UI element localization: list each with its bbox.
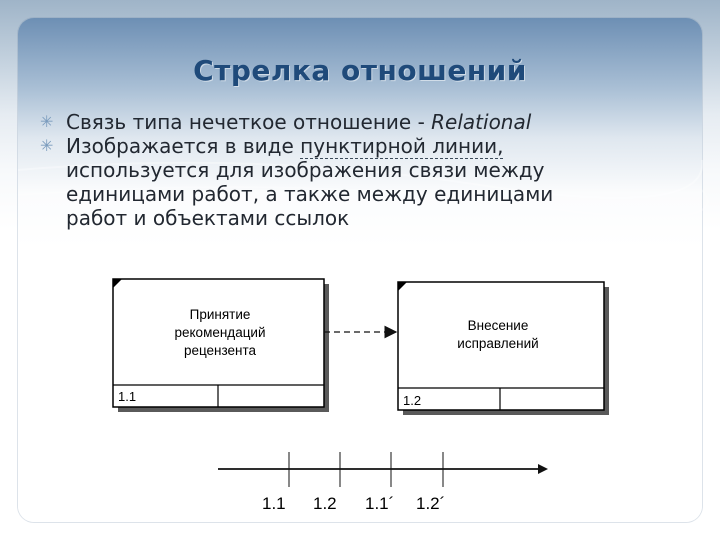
bullet-2-line3: единицами работ, а также между единицами xyxy=(66,182,554,206)
box-1-label-line-1: Принятие xyxy=(189,307,251,322)
box-1-number: 1.1 xyxy=(118,389,137,404)
box-2-number: 1.2 xyxy=(403,393,422,408)
timeline-label-2: 1.2 xyxy=(313,494,337,513)
box-1-label-line-3: рецензента xyxy=(183,343,257,358)
bullet-2-line2: используется для изображения связи между xyxy=(66,158,545,182)
bullet-1-text: Связь типа нечеткое отношение - xyxy=(66,110,432,134)
activity-box-1 xyxy=(113,279,329,412)
bullet-2-underlined: пунктирной линии, xyxy=(300,134,504,158)
activity-box-2 xyxy=(398,282,609,415)
box-2-label-line-1: Внесение xyxy=(467,318,529,333)
bullet-2-line4: работ и объектами ссылок xyxy=(66,206,350,230)
timeline-arrowhead-icon xyxy=(538,464,548,474)
bullet-1-italic: Relational xyxy=(431,110,532,134)
bullet-2-line1: Изображается в виде xyxy=(66,134,301,158)
timeline xyxy=(218,452,548,487)
slide-title: Стрелка отношений xyxy=(193,54,527,87)
timeline-label-4: 1.2´ xyxy=(416,494,446,513)
timeline-label-3: 1.1´ xyxy=(365,494,395,513)
bullet-marker-icon: ✳ xyxy=(40,112,54,131)
timeline-label-1: 1.1 xyxy=(262,494,286,513)
bullet-marker-icon: ✳ xyxy=(40,136,54,155)
box-2-label-line-2: исправлений xyxy=(457,336,539,351)
box-1-label-line-2: рекомендаций xyxy=(174,325,266,340)
